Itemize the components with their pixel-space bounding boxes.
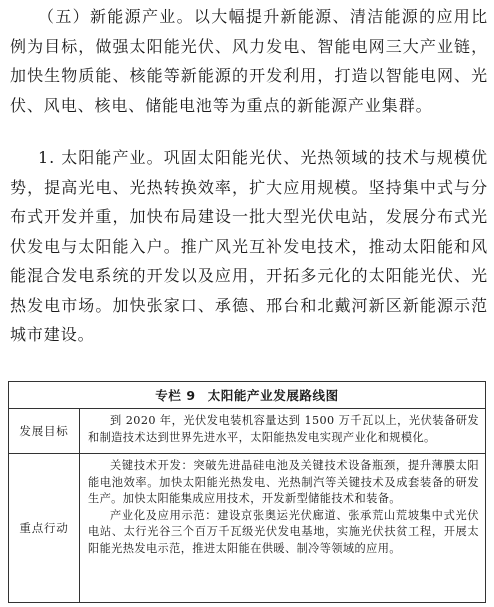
table-row-goals — [9, 409, 485, 454]
special-column-box — [8, 381, 486, 603]
action-item-industrialization: 产业化及应用示范：建设京张奥运光伏廊道、张承荒山荒坡集中式光伏电站、太行光谷三个百万千瓦级光伏发电基地，实施光伏扶贫工程，开展太阳能光热发电示范，推进太阳能在供暖、制冷等领域的应用。 — [88, 508, 479, 555]
row-label-key-actions: 重点行动 — [9, 454, 80, 602]
table-row-key-actions — [9, 454, 485, 602]
action-item-tech-development: 关键技术开发：突破先进晶硅电池及关键技术设备瓶颈，提升薄膜太阳能电池效率。加快太阳能光热发电、光热制汽等关键技术及成套装备的研发生产。加快太阳能集成应用技术，开发新型储能技术和装备。 — [88, 459, 479, 505]
paragraph-new-energy-industry: （五）新能源产业。以大幅提升新能源、清洁能源的应用比例为目标，做强太阳能光伏、风力发电、智能电网三大产业链，加快生物质能、核能等新能源的开发利用，打造以智能电网、光伏、风电、核电、储能电池等为重点的新能源产业集群。 — [10, 7, 488, 115]
row-content-key-actions — [80, 454, 485, 602]
box-title-bar — [9, 382, 485, 409]
goals-text: 到 2020 年，光伏发电装机容量达到 1500 万千瓦以上，光伏装备研发和制造技术达到世界先进水平，太阳能热发电实现产业化和规模化。 — [88, 414, 479, 444]
box-title: 太阳能产业发展路线图 — [207, 388, 339, 403]
row-content-goals — [80, 409, 485, 453]
box-number: 专栏 9 — [155, 388, 196, 403]
row-label-goals: 发展目标 — [9, 409, 80, 453]
paragraph-solar-industry: 1. 太阳能产业。巩固太阳能光伏、光热领域的技术与规模优势，提高光电、光热转换效率，扩大应用规模。坚持集中式与分布式开发并重，加快布局建设一批大型光伏电站，发展分布式光伏发电与太阳能入户。推广风光互补发电技术，推动太阳能和风能混合发电系统的开发以及应用，开拓多元化的太阳能光伏、光热发电市场。加快张家口、承德、邢台和北戴河新区新能源示范城市建设。 — [10, 148, 488, 344]
